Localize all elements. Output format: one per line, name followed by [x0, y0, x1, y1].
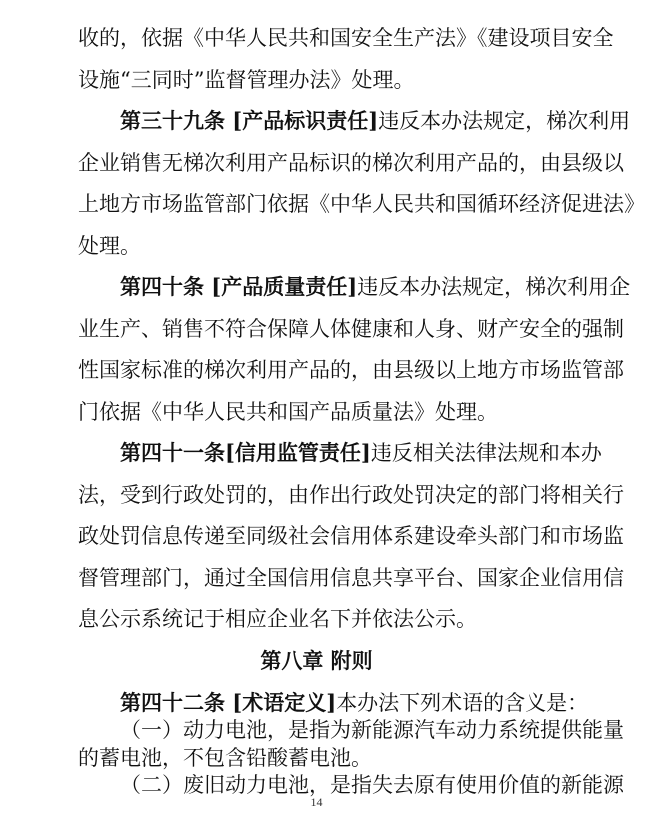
article-40-first-line — [120, 273, 631, 301]
article-42-text: 本办法下列术语的含义是： — [336, 691, 589, 715]
paragraph-line: 息公示系统记于相应企业名下并依法公示。 — [78, 607, 477, 631]
article-39-first-line — [120, 107, 631, 135]
article-40-text: 违反本办法规定，梯次利用企 — [357, 275, 631, 299]
paragraph-line: 处理。 — [78, 234, 141, 258]
paragraph-line: 收的，依据《中华人民共和国安全生产法》《建设项目安全 — [78, 26, 614, 50]
article-42-heading: 第四十二条 [术语定义] — [120, 690, 337, 715]
article-39-heading: 第三十九条 [产品标识责任] — [120, 108, 379, 133]
paragraph-line: 业生产、销售不符合保障人体健康和人身、财产安全的强制 — [78, 317, 624, 341]
article-41-heading: 第四十一条[信用监管责任] — [120, 440, 371, 465]
page-number: 14 — [310, 795, 323, 809]
definition-2-first-line: （二）废旧动力电池，是指失去原有使用价值的新能源 — [120, 773, 624, 797]
article-41-first-line — [120, 439, 602, 467]
article-40-heading: 第四十条 [产品质量责任] — [120, 274, 358, 299]
paragraph-line: 督管理部门，通过全国信用信息共享平台、国家企业信用信 — [78, 566, 624, 590]
paragraph-line: 门依据《中华人民共和国产品质量法》处理。 — [78, 400, 498, 424]
paragraph-line: 性国家标准的梯次利用产品的，由县级以上地方市场监管部 — [78, 358, 624, 382]
paragraph-line: 法，受到行政处罚的，由作出行政处罚决定的部门将相关行 — [78, 483, 624, 507]
definition-1-second-line: 的蓄电池，不包含铅酸蓄电池。 — [78, 746, 372, 770]
chapter-heading: 第八章 附则 — [260, 648, 373, 673]
article-42-first-line — [120, 689, 589, 717]
paragraph-line: 企业销售无梯次利用产品标识的梯次利用产品的，由县级以 — [78, 151, 624, 175]
paragraph-line: 上地方市场监管部门依据《中华人民共和国循环经济促进法》 — [78, 192, 645, 216]
article-39-text: 违反本办法规定，梯次利用 — [378, 109, 631, 133]
paragraph-line: 设施“三同时”监督管理办法》处理。 — [78, 68, 415, 92]
paragraph-line: 政处罚信息传递至同级社会信用体系建设牵头部门和市场监 — [78, 524, 624, 548]
article-41-text: 违反相关法律法规和本办 — [370, 441, 602, 465]
definition-1-first-line: （一）动力电池，是指为新能源汽车动力系统提供能量 — [120, 718, 624, 742]
